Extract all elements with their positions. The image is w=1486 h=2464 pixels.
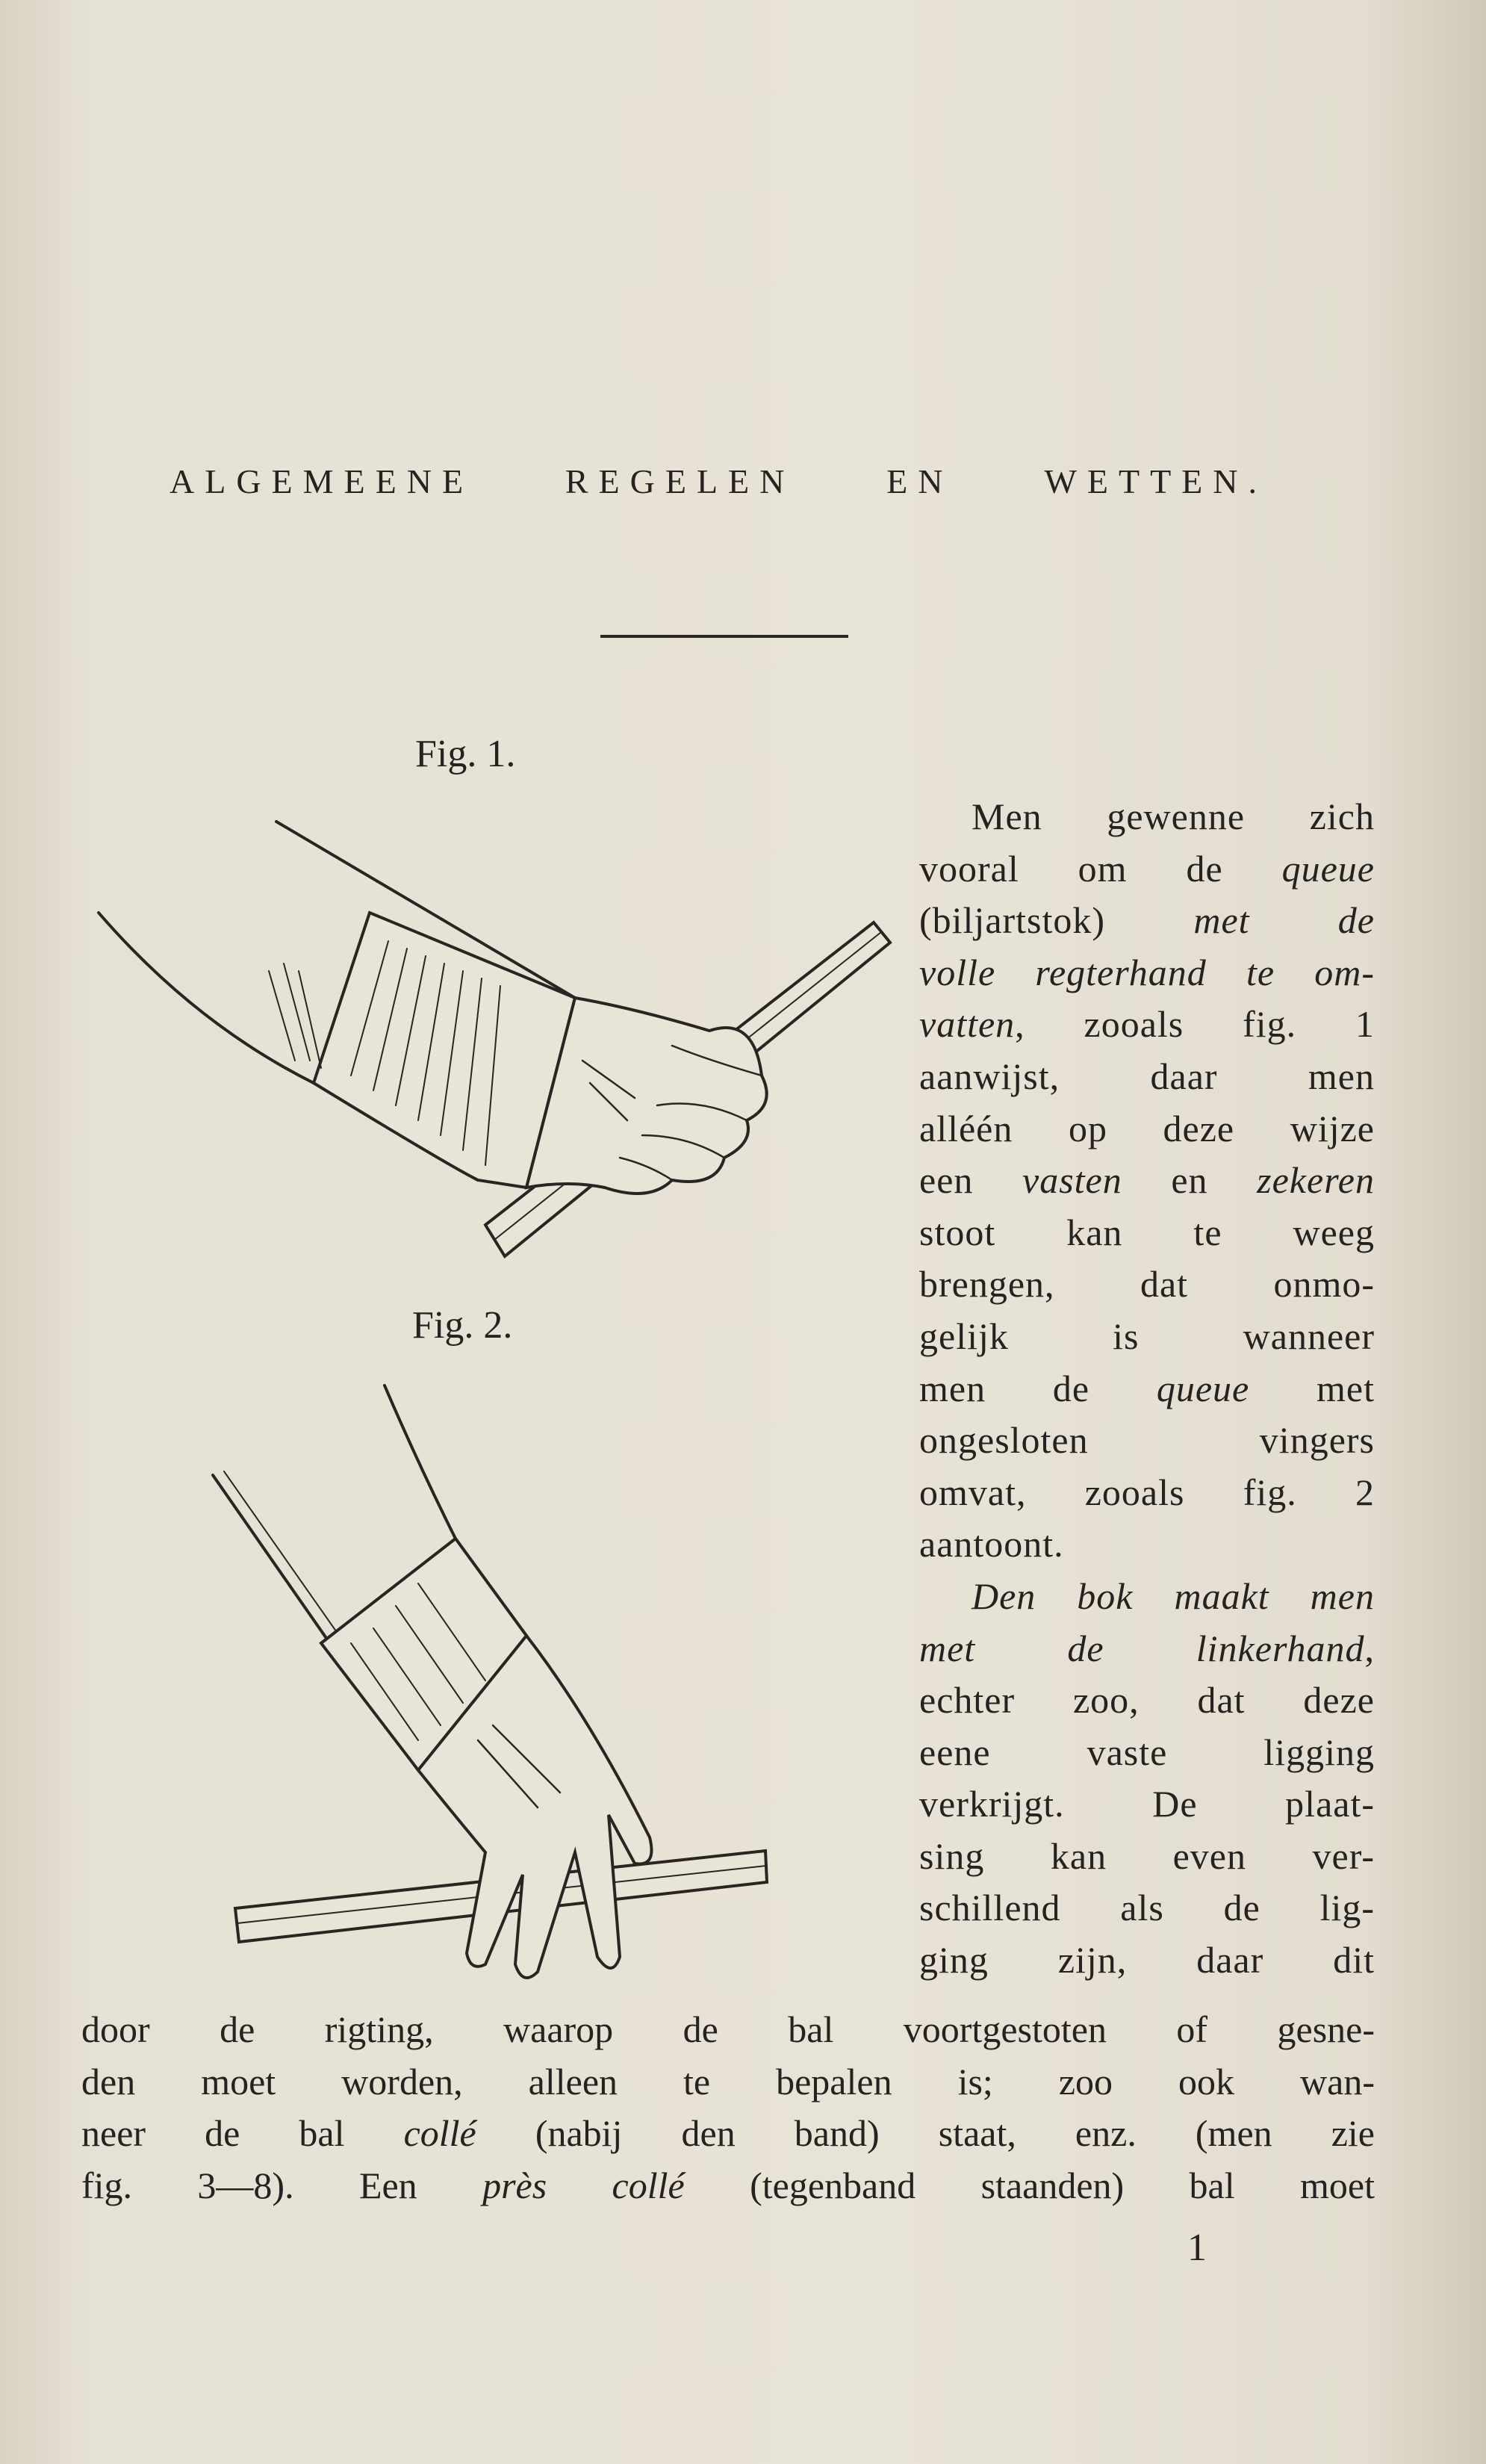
text-line	[919, 1675, 1375, 1727]
text-segment: Men gewenne zich	[972, 795, 1375, 837]
text-line	[919, 1831, 1375, 1883]
text-segment: door de rigting, waarop de bal voortgestoten of gesne-	[81, 2008, 1375, 2050]
text-segment: ongesloten vingers	[919, 1419, 1375, 1462]
text-line	[919, 1518, 1375, 1571]
text-line	[919, 999, 1375, 1051]
figure-1-illustration	[99, 822, 890, 1256]
text-line	[919, 1882, 1375, 1934]
text-line	[919, 791, 1375, 843]
text-line	[919, 1207, 1375, 1259]
text-segment: met	[1249, 1367, 1375, 1409]
text-segment: echter zoo, dat deze	[919, 1679, 1375, 1722]
text-segment: verkrijgt. De plaat-	[919, 1783, 1375, 1825]
text-segment: fig. 3—8). Een	[81, 2164, 483, 2206]
italic-text: vatten	[919, 1003, 1016, 1046]
italic-text: collé	[403, 2112, 476, 2155]
text-segment: ging zijn, daar dit	[919, 1939, 1375, 1982]
page-number: 1	[1187, 2226, 1207, 2269]
text-segment: (tegenband staanden) bal moet	[684, 2164, 1375, 2206]
text-segment: een	[919, 1159, 1022, 1202]
text-line	[919, 1311, 1375, 1363]
text-segment: men de	[919, 1367, 1157, 1409]
text-line	[919, 1259, 1375, 1311]
text-segment: omvat, zooals fig. 2	[919, 1471, 1375, 1513]
italic-text: vasten	[1022, 1159, 1122, 1202]
text-line	[919, 1363, 1375, 1415]
italic-text: met de linkerhand	[919, 1627, 1365, 1669]
text-line	[919, 1103, 1375, 1155]
text-segment: brengen, dat onmo-	[919, 1263, 1375, 1306]
text-line	[81, 2160, 1375, 2212]
text-line	[81, 2056, 1375, 2108]
text-line	[919, 843, 1375, 896]
text-segment: den moet worden, alleen te bepalen is; zoo ook wan-	[81, 2060, 1375, 2103]
text-segment: en	[1122, 1159, 1257, 1202]
text-line	[919, 1778, 1375, 1831]
text-line	[81, 2004, 1375, 2056]
text-segment: aantoont.	[919, 1523, 1064, 1565]
text-line	[919, 1571, 1375, 1623]
figure-2-label: Fig. 2.	[412, 1304, 513, 1347]
text-segment: neer de bal	[81, 2112, 404, 2155]
text-line	[919, 1051, 1375, 1103]
text-line	[919, 1727, 1375, 1779]
text-line	[919, 1934, 1375, 1987]
italic-text: zekeren	[1257, 1159, 1375, 1202]
text-line	[919, 1155, 1375, 1207]
text-segment: , zooals fig. 1	[1015, 1003, 1375, 1046]
text-line	[919, 895, 1375, 947]
text-segment: sing kan even ver-	[919, 1834, 1375, 1877]
italic-text: met de	[1193, 899, 1375, 942]
italic-text: queue	[1281, 847, 1375, 890]
italic-text: volle regterhand te om-	[919, 951, 1375, 993]
text-segment: ,	[1364, 1627, 1375, 1669]
text-segment: (nabij den band) staat, enz. (men zie	[476, 2112, 1375, 2155]
italic-text: Den bok maakt men	[972, 1574, 1375, 1617]
full-width-text	[81, 2004, 1375, 2212]
text-segment: alléén op deze wijze	[919, 1107, 1375, 1149]
figure-1-label: Fig. 1.	[415, 733, 516, 775]
text-segment: aanwijst, daar men	[919, 1055, 1375, 1097]
text-segment: gelijk is wanneer	[919, 1315, 1375, 1357]
text-segment: stoot kan te weeg	[919, 1211, 1375, 1253]
right-column-text	[919, 791, 1375, 1987]
text-segment: (biljartstok)	[919, 899, 1194, 942]
text-segment: schillend als de lig-	[919, 1887, 1375, 1929]
text-segment: eene vaste ligging	[919, 1731, 1375, 1773]
text-line	[81, 2108, 1375, 2160]
page-title: ALGEMEENE REGELEN EN WETTEN.	[170, 462, 1267, 500]
text-line	[919, 1467, 1375, 1519]
figure-2-illustration	[213, 1385, 767, 1978]
text-line	[919, 1623, 1375, 1675]
text-line	[919, 1415, 1375, 1467]
italic-text: queue	[1156, 1367, 1250, 1409]
text-line	[919, 947, 1375, 999]
italic-text: près collé	[482, 2164, 685, 2206]
text-segment: vooral om de	[919, 847, 1282, 890]
